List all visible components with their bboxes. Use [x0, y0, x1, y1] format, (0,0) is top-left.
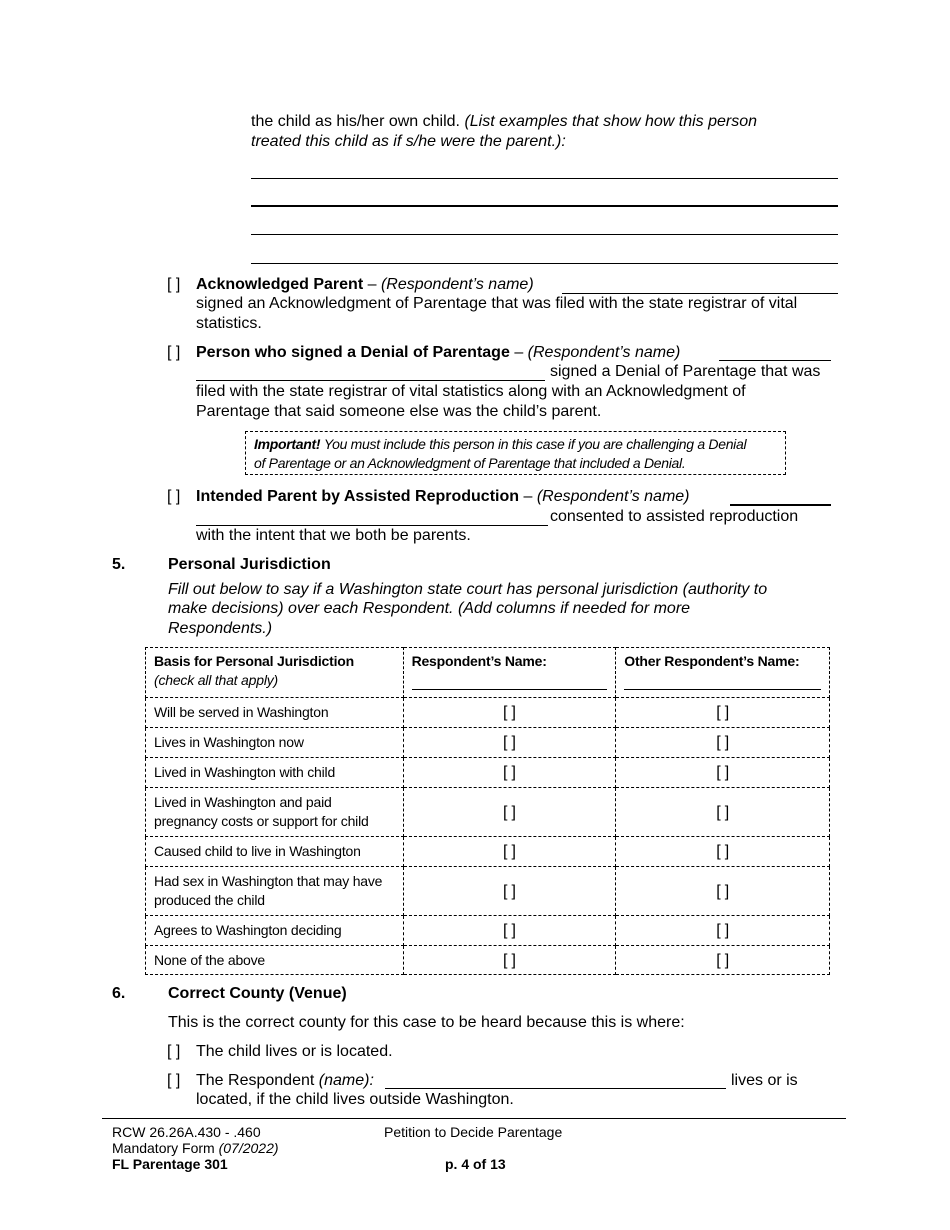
section-6-title: Correct County (Venue): [168, 985, 347, 1002]
intro-text: the child as his/her own child.: [251, 113, 460, 130]
col-respondent-header: [403, 648, 616, 698]
respondent-checkbox[interactable]: [ ]: [403, 698, 616, 728]
other-respondent-checkbox[interactable]: [ ]: [616, 867, 830, 916]
denial-name-field-b[interactable]: [196, 380, 545, 381]
other-respondent-checkbox[interactable]: [ ]: [616, 698, 830, 728]
table-row: [146, 867, 830, 916]
denial-line-2: signed a Denial of Parentage that was: [550, 363, 821, 380]
table-row: [146, 788, 830, 837]
section-5-instr-1: Fill out below to say if a Washington state court has personal jurisdiction (authority to: [168, 581, 768, 598]
acknowledged-line-2: signed an Acknowledgment of Parentage that was filed with the state registrar of vital: [196, 295, 798, 312]
examples-line-1[interactable]: [251, 178, 838, 179]
table-row: [146, 698, 830, 728]
venue-checkbox-1[interactable]: [ ]: [167, 1043, 181, 1060]
venue-checkbox-2[interactable]: [ ]: [167, 1072, 181, 1089]
other-respondent-checkbox[interactable]: [ ]: [616, 758, 830, 788]
table-header-row: [146, 648, 830, 698]
intro-italic: (List examples that show how this person: [464, 113, 758, 130]
respondent-checkbox[interactable]: [ ]: [403, 916, 616, 946]
denial-line-4: Parentage that said someone else was the child’s parent.: [196, 403, 602, 420]
respondent-checkbox[interactable]: [ ]: [403, 758, 616, 788]
basis-cell: Caused child to live in Washington: [146, 837, 404, 867]
section-6-intro: This is the correct county for this case to be heard because this is where:: [168, 1014, 685, 1031]
footer-date: (07/2022): [218, 1140, 279, 1156]
intended-title: Intended Parent by Assisted Reproduction: [196, 488, 520, 505]
basis-cell: [146, 867, 404, 916]
basis-cell: Will be served in Washington: [146, 698, 404, 728]
respondent-checkbox[interactable]: [ ]: [403, 728, 616, 758]
examples-line-4[interactable]: [251, 263, 838, 264]
important-note: [245, 431, 786, 475]
important-label: Important!: [254, 436, 321, 452]
section-5-number: 5.: [112, 556, 126, 573]
other-respondent-checkbox[interactable]: [ ]: [616, 837, 830, 867]
basis-line-a: Lived in Washington and paid: [154, 794, 332, 810]
footer-rule: [102, 1118, 846, 1119]
important-text-1: You must include this person in this case if you are challenging a Denial: [323, 436, 747, 452]
other-respondent-checkbox[interactable]: [ ]: [616, 916, 830, 946]
section-5-instr-3: Respondents.): [168, 620, 273, 637]
col-respondent-title: Respondent’s Name:: [411, 653, 547, 669]
venue-name-label: (name):: [318, 1072, 374, 1089]
col-other-title: Other Respondent’s Name:: [624, 653, 800, 669]
intended-line-2: consented to assisted reproduction: [550, 508, 799, 525]
respondent-name-label: (Respondent’s name): [380, 276, 534, 293]
dash: –: [367, 276, 377, 293]
important-line-1: [254, 435, 785, 454]
acknowledged-line-3: statistics.: [196, 315, 262, 332]
basis-line-a: Had sex in Washington that may have: [154, 873, 383, 889]
dash: –: [514, 344, 524, 361]
denial-name-field-a[interactable]: [719, 360, 831, 361]
footer-mandatory-label: Mandatory Form: [112, 1140, 215, 1156]
table-row: [146, 758, 830, 788]
table-row: [146, 728, 830, 758]
venue-option-2-tail: lives or is: [731, 1072, 798, 1089]
intended-checkbox[interactable]: [ ]: [167, 488, 181, 505]
basis-cell: Lives in Washington now: [146, 728, 404, 758]
respondent-name-label: (Respondent’s name): [536, 488, 690, 505]
acknowledged-checkbox[interactable]: [ ]: [167, 276, 181, 293]
table-row: [146, 946, 830, 975]
important-text-2: of Parentage or an Acknowledgment of Parentage that included a Denial.: [254, 455, 686, 471]
other-respondent-name-field[interactable]: [624, 689, 821, 690]
respondent-checkbox[interactable]: [ ]: [403, 946, 616, 975]
table-row: [146, 837, 830, 867]
basis-cell: [146, 788, 404, 837]
other-respondent-checkbox[interactable]: [ ]: [616, 946, 830, 975]
respondent-checkbox[interactable]: [ ]: [403, 837, 616, 867]
section-6-number: 6.: [112, 985, 126, 1002]
section-5-title: Personal Jurisdiction: [168, 556, 331, 573]
other-respondent-checkbox[interactable]: [ ]: [616, 728, 830, 758]
basis-cell: Agrees to Washington deciding: [146, 916, 404, 946]
examples-line-2[interactable]: [251, 205, 838, 207]
basis-cell: Lived in Washington with child: [146, 758, 404, 788]
intro-line-2: treated this child as if s/he were the parent.):: [251, 133, 566, 150]
jurisdiction-table: [145, 647, 830, 975]
venue-option-2: [196, 1071, 374, 1091]
basis-line-b: pregnancy costs or support for child: [154, 813, 369, 829]
denial-line-3: filed with the state registrar of vital statistics along with an Acknowledgment of: [196, 383, 746, 400]
col-basis-title: Basis for Personal Jurisdiction: [154, 653, 354, 669]
intended-line-3: with the intent that we both be parents.: [196, 527, 471, 544]
basis-cell: None of the above: [146, 946, 404, 975]
other-respondent-checkbox[interactable]: [ ]: [616, 788, 830, 837]
intro-line-1: [251, 112, 757, 132]
dash: –: [523, 488, 533, 505]
denial-title: Person who signed a Denial of Parentage: [196, 344, 510, 361]
intended-name-field-a[interactable]: [730, 504, 831, 506]
venue-option-2-line-2: located, if the child lives outside Washington.: [196, 1091, 514, 1108]
col-basis-header: [146, 648, 404, 698]
respondent-checkbox[interactable]: [ ]: [403, 867, 616, 916]
acknowledged-line-1: [196, 275, 534, 295]
respondent-name-field[interactable]: [412, 689, 608, 690]
basis-line-b: produced the child: [154, 892, 265, 908]
venue-option-2-prefix: The Respondent: [196, 1072, 315, 1089]
footer-doc-title: Petition to Decide Parentage: [384, 1124, 563, 1140]
denial-checkbox[interactable]: [ ]: [167, 344, 181, 361]
col-basis-sub: (check all that apply): [154, 672, 278, 688]
table-row: [146, 916, 830, 946]
col-other-header: [616, 648, 830, 698]
venue-option-1: The child lives or is located.: [196, 1043, 393, 1060]
footer-mandatory: [112, 1140, 279, 1156]
footer-form-id: FL Parentage 301: [112, 1156, 228, 1172]
respondent-name-label: (Respondent’s name): [527, 344, 681, 361]
venue-name-field[interactable]: [385, 1088, 726, 1089]
acknowledged-title: Acknowledged Parent: [196, 276, 364, 293]
respondent-checkbox[interactable]: [ ]: [403, 788, 616, 837]
intended-line-1: [196, 487, 690, 507]
section-5-instr-2: make decisions) over each Respondent. (Add columns if needed for more: [168, 600, 691, 617]
denial-line-1: [196, 343, 680, 363]
footer-rcw: RCW 26.26A.430 - .460: [112, 1124, 261, 1140]
examples-line-3[interactable]: [251, 234, 838, 235]
footer-page: p. 4 of 13: [445, 1156, 506, 1172]
